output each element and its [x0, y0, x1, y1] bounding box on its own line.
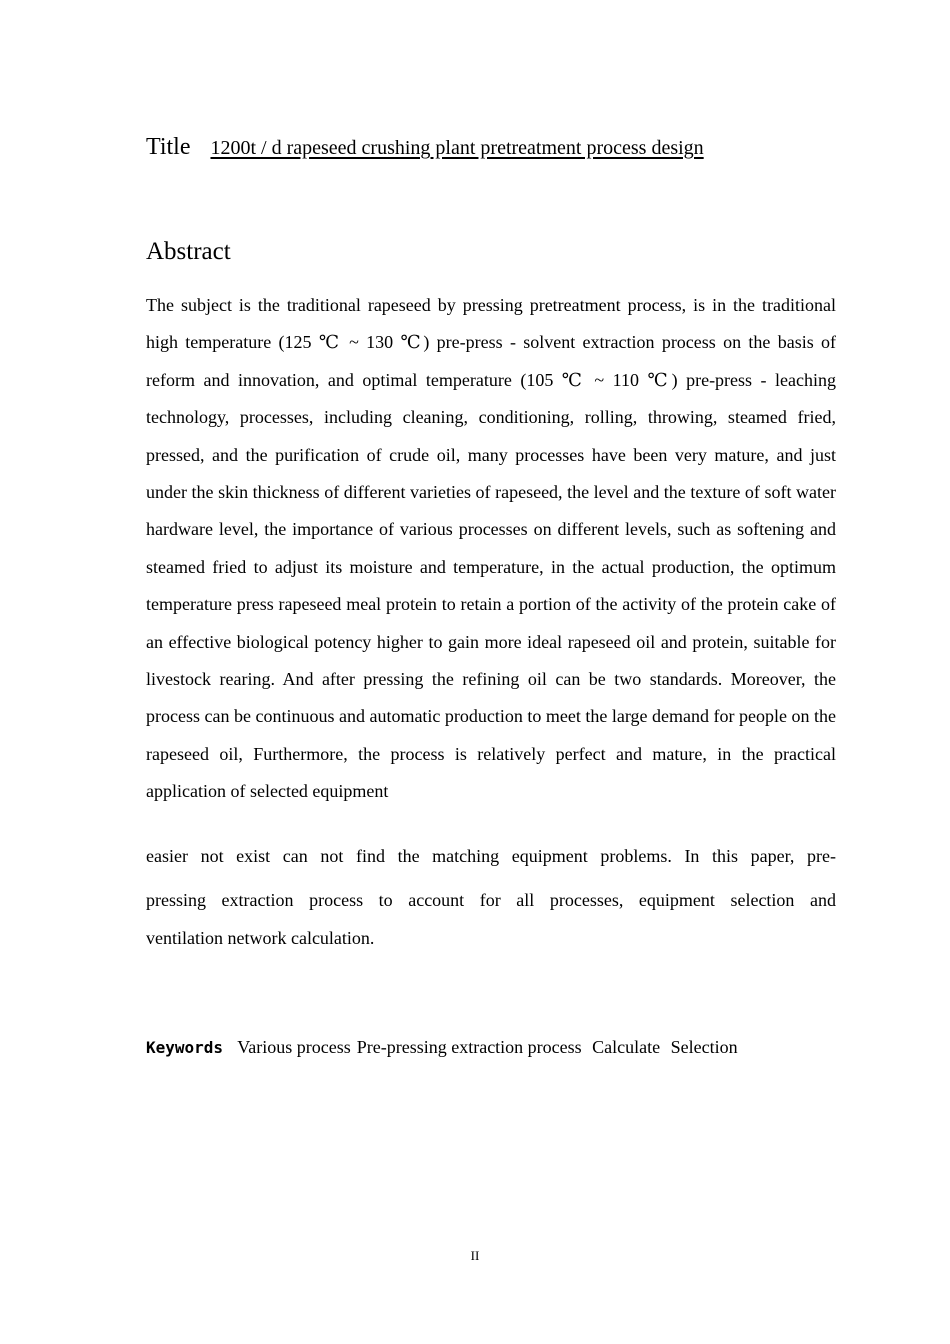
page-number: II — [470, 1248, 480, 1263]
abstract-heading: Abstract — [146, 238, 231, 265]
abstract-paragraph: The subject is the traditional rapeseed by pressing pretreatment process, is in the traditional high temperature (125 ℃ ~ 130 ℃) pre-press - solvent extraction process on the basis of reform and innovation, and optimal temperature (105 ℃ ~ 110 ℃) pre-press - leaching technology, processes, including cleaning, conditioning, rolling, throwing, steamed fried, pressed, and the purification of crude oil, many processes have been very mature, and just under the skin thickness of different varieties of rapeseed, the level and the texture of soft water hardware level, the importance of various processes on different levels, such as softening and steamed fried to adjust its moisture and temperature, in the actual production, the optimum temperature press rapeseed meal protein to retain a portion of the activity of the protein cake of an effective biological potency higher to gain more ideal rapeseed oil and protein, suitable for livestock rearing. And after pressing the refining oil can be two standards. Moreover, the process can be continuous and automatic production to meet the large demand for people on the rapeseed oil, Furthermore, the process is relatively perfect and mature, in the practical application of selected equipment — [146, 295, 836, 802]
abstract-line: pressing extraction process to account for all processes, equipment selection and — [146, 890, 836, 910]
abstract-line: easier not exist can not find the matching equipment problems. In this paper, pre- — [146, 846, 836, 866]
keyword: Selection — [666, 1037, 738, 1057]
keyword: Pre-pressing extraction process — [356, 1037, 582, 1057]
thesis-title: 1200t / d rapeseed crushing plant pretreatment process design — [210, 137, 704, 159]
keyword: Various process — [237, 1037, 351, 1057]
title-label: Title — [146, 134, 191, 160]
abstract-line: ventilation network calculation. — [146, 928, 375, 948]
abstract-paragraph-continued — [146, 836, 836, 952]
keyword: Calculate — [587, 1037, 661, 1057]
title-row — [146, 134, 704, 161]
keywords-list — [237, 1037, 743, 1057]
keywords-label: Keywords — [146, 1038, 224, 1057]
keywords-row — [146, 1037, 744, 1058]
